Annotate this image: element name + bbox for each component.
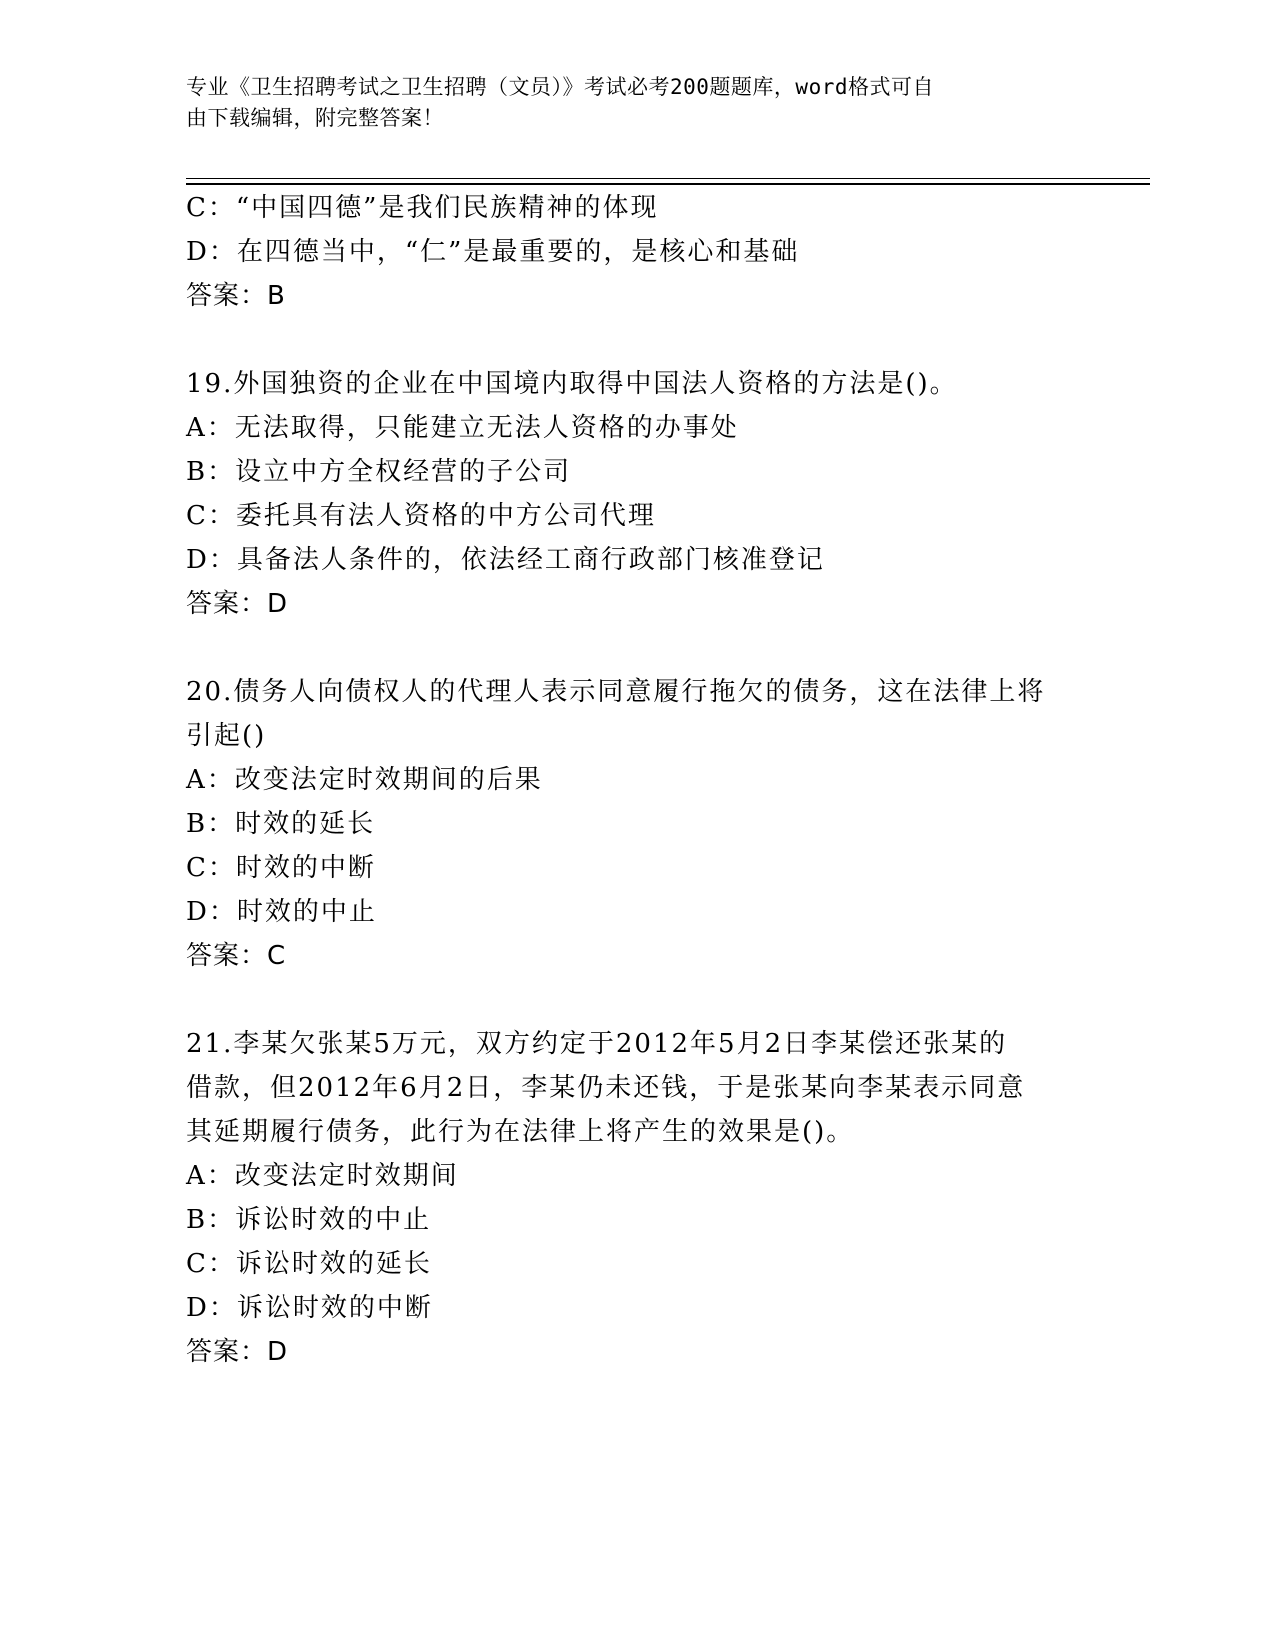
q20-stem-line-1: 20.债务人向债权人的代理人表示同意履行拖欠的债务，这在法律上将	[186, 677, 1046, 707]
q20-option-b: B：时效的延长	[186, 809, 376, 839]
q20-option-c: C：时效的中断	[186, 853, 376, 883]
q21-stem-line-1: 21.李某欠张某5万元，双方约定于2012年5月2日李某偿还张某的	[186, 1029, 1008, 1059]
q21-option-b: B：诉讼时效的中止	[186, 1205, 432, 1235]
q18-answer: 答案：B	[186, 281, 286, 311]
q20-option-a: A：改变法定时效期间的后果	[186, 765, 543, 795]
q21-option-d: D：诉讼时效的中断	[186, 1293, 433, 1323]
q19-option-d: D：具备法人条件的，依法经工商行政部门核准登记	[186, 545, 825, 575]
q20-answer: 答案：C	[186, 941, 287, 971]
q18-option-c: C：“中国四德”是我们民族精神的体现	[186, 193, 659, 223]
header-line-1: 专业《卫生招聘考试之卫生招聘（文员）》考试必考200题题库，word格式可自	[186, 75, 934, 99]
q21-option-a: A：改变法定时效期间	[186, 1161, 459, 1191]
q21-answer: 答案：D	[186, 1337, 289, 1367]
q18-option-d: D：在四德当中，“仁”是最重要的，是核心和基础	[186, 237, 800, 267]
q21-stem-line-2: 借款，但2012年6月2日，李某仍未还钱，于是张某向李某表示同意	[186, 1073, 1026, 1103]
document-header	[186, 72, 1066, 134]
q20-option-d: D：时效的中止	[186, 897, 377, 927]
header-divider-thin	[186, 178, 1150, 179]
q19-answer: 答案：D	[186, 589, 289, 619]
q19-option-b: B：设立中方全权经营的子公司	[186, 457, 572, 487]
q21-option-c: C：诉讼时效的延长	[186, 1249, 432, 1279]
q20-stem-line-2: 引起()	[186, 721, 267, 751]
q19-option-a: A：无法取得，只能建立无法人资格的办事处	[186, 413, 739, 443]
q19-option-c: C：委托具有法人资格的中方公司代理	[186, 501, 656, 531]
header-divider-thick	[186, 183, 1150, 185]
q19-stem: 19.外国独资的企业在中国境内取得中国法人资格的方法是()。	[186, 369, 958, 399]
header-line-2: 由下载编辑，附完整答案！	[186, 106, 444, 130]
q21-stem-line-3: 其延期履行债务，此行为在法律上将产生的效果是()。	[186, 1117, 855, 1147]
